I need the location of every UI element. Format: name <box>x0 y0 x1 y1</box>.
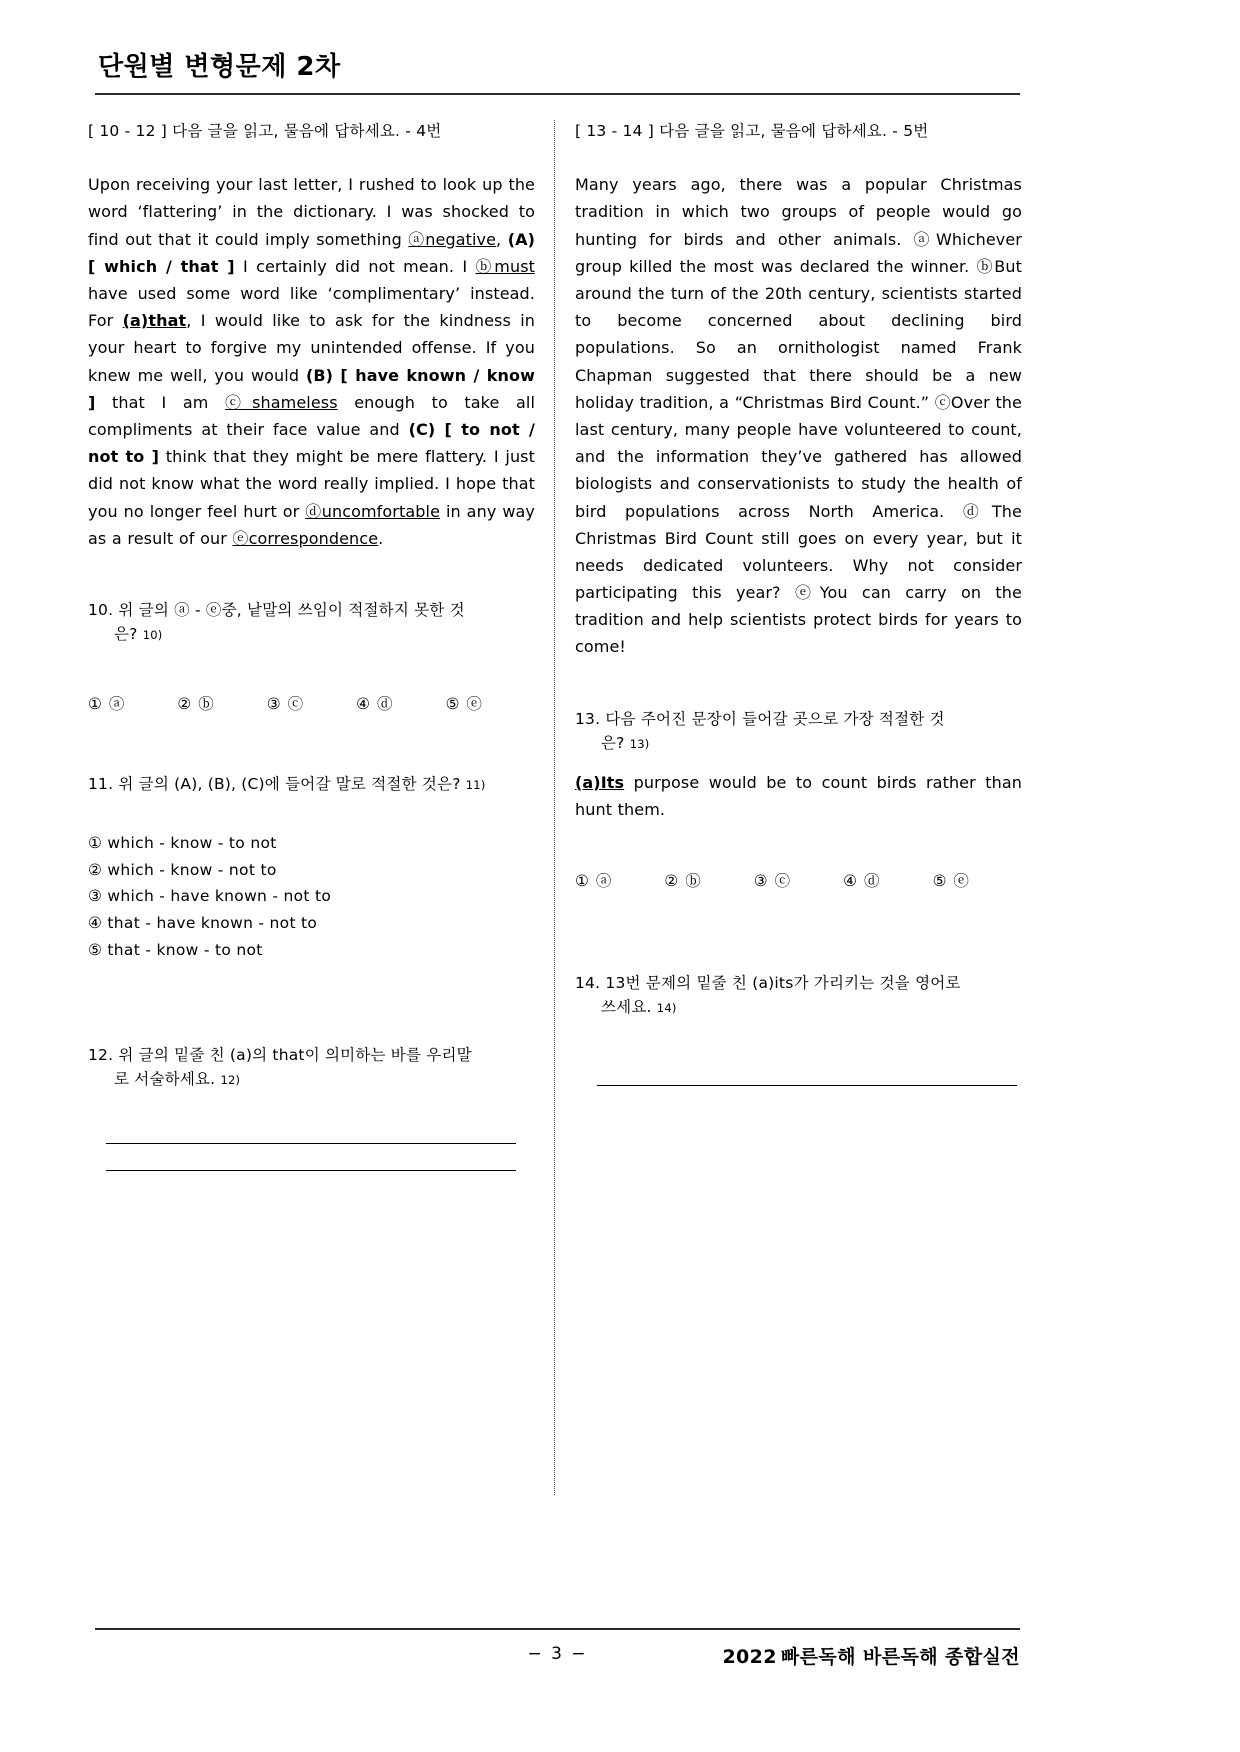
question-14-answer-lines[interactable] <box>575 1059 1022 1086</box>
book-title <box>722 1642 1020 1669</box>
question-14-line2: 쓰세요. <box>601 998 652 1017</box>
choice-option[interactable]: ④ that - have known - not to <box>88 913 318 932</box>
passage-segment: . <box>378 528 384 548</box>
passage-bold-segment: (B) [ have known / know ] <box>88 365 535 412</box>
choice-option[interactable]: ① ⓐ <box>88 694 126 713</box>
question-13-choices <box>575 869 1022 891</box>
choice-option[interactable]: ⑤ that - know - to not <box>88 940 263 959</box>
choice-option[interactable]: ③ which - have known - not to <box>88 887 332 906</box>
passage-underlined-segment: ⓔcorrespondence <box>232 528 379 548</box>
question-13-line2-wrap <box>575 731 1022 755</box>
passage-segment: think that they might be mere flattery. I just did not know what the word really implied. I hope that you no longer feel hurt or <box>88 447 535 521</box>
question-14-ref: 14) <box>656 1001 677 1016</box>
question-13 <box>575 707 1022 755</box>
choice-option[interactable]: ② which - know - not to <box>88 860 277 879</box>
choice-option[interactable]: ① which - know - to not <box>88 833 277 852</box>
question-14-line2-wrap <box>575 995 1022 1019</box>
choice-option[interactable]: ⑤ ⓔ <box>932 872 970 891</box>
page-header <box>95 52 1020 95</box>
book-name: 빠른독해 바른독해 종합실전 <box>780 1646 1020 1668</box>
question-13-given-sentence <box>575 769 1022 823</box>
passage-segment: enough to take all compliments at their face value and <box>88 392 535 439</box>
choice-option[interactable]: ④ ⓓ <box>356 694 394 713</box>
question-14-line1: 14. 13번 문제의 밑줄 친 (a)its가 가리키는 것을 영어로 <box>575 974 961 993</box>
given-sentence-rest: purpose would be to count birds rather than hunt them. <box>575 772 1022 819</box>
book-year: 2022 <box>722 1646 777 1668</box>
column-divider <box>554 120 555 1495</box>
passage-underlined-segment: ⓐnegative <box>408 229 497 249</box>
question-13-line1: 13. 다음 주어진 문장이 들어갈 곳으로 가장 적절한 것 <box>575 709 945 728</box>
right-passage-text <box>575 171 1022 660</box>
choice-option[interactable]: ① ⓐ <box>575 872 613 891</box>
choice-option[interactable]: ⑤ ⓔ <box>445 694 483 713</box>
passage-bold-segment: (C) [ to not / not to ] <box>88 419 535 467</box>
question-12-line2-wrap <box>88 1067 535 1091</box>
question-10-line2-wrap <box>88 622 535 646</box>
choice-option[interactable]: ② ⓑ <box>664 872 702 891</box>
question-12 <box>88 1043 535 1091</box>
answer-write-line[interactable] <box>106 1144 516 1171</box>
question-11-ref: 11) <box>465 777 486 792</box>
choice-option[interactable]: ④ ⓓ <box>843 872 881 891</box>
question-12-ref: 12) <box>220 1073 241 1088</box>
page-number: − 3 − <box>527 1644 588 1664</box>
question-11-text: 11. 위 글의 (A), (B), (C)에 들어갈 말로 적절한 것은? <box>88 774 461 793</box>
question-12-line1: 12. 위 글의 밑줄 친 (a)의 that이 의미하는 바를 우리말 <box>88 1046 472 1065</box>
answer-write-line[interactable] <box>597 1059 1017 1086</box>
left-passage-text <box>88 171 535 552</box>
passage-segment: , I would like to ask for the kindness in your heart to forgive my unintended offense. If you knew me well, you would <box>88 311 535 385</box>
passage-bold-segment: (A) [ which / that ] <box>88 229 535 276</box>
passage-segment: Upon receiving your last letter, I rushed to look up the word ‘flattering’ in the dictionary. I was shocked to find out that it could imply something <box>88 175 535 249</box>
passage-segment: that I am <box>95 392 225 412</box>
header-divider-rule <box>95 93 1020 95</box>
passage-segment: , <box>496 229 508 249</box>
page-title: 단원별 변형문제 2차 <box>98 52 341 82</box>
question-10-choices <box>88 692 535 714</box>
right-column <box>575 120 1022 1086</box>
two-column-body <box>88 120 1028 1470</box>
left-set-header: [ 10 - 12 ] 다음 글을 읽고, 물음에 답하세요. - 4번 <box>88 122 442 140</box>
passage-segment: in any way as a result of our <box>88 501 535 548</box>
question-11 <box>88 772 535 796</box>
passage-segment: I certainly did not mean. I <box>234 256 476 276</box>
question-13-line2: 은? <box>601 733 625 752</box>
question-10-ref: 10) <box>142 627 163 642</box>
given-sentence-keyword: (a)Its <box>575 772 625 792</box>
answer-write-line[interactable] <box>106 1117 516 1144</box>
question-14 <box>575 971 1022 1019</box>
passage-bold-underlined-segment: (a)that <box>122 311 187 331</box>
choice-option[interactable]: ③ ⓒ <box>753 872 792 891</box>
question-12-answer-lines[interactable] <box>88 1117 535 1171</box>
question-10-line1: 10. 위 글의 ⓐ - ⓔ중, 낱말의 쓰임이 적절하지 못한 것 <box>88 600 465 619</box>
right-set-header: [ 13 - 14 ] 다음 글을 읽고, 물음에 답하세요. - 5번 <box>575 122 929 140</box>
choice-option[interactable]: ③ ⓒ <box>266 694 305 713</box>
passage-segment: Many years ago, there was a popular Christmas tradition in which two groups of people would go hunting for birds and other animals. ⓐWhichever group killed the most was declared the winner. ⓑBut around the turn of the 20th century, scientists started to become concerned about declining bird populations. So an ornithologist named Frank Chapman suggested that there should be a new holiday tradition, a “Christmas Bird Count.” ⓒOver the last century, many people have volunteered to count, and the information they’ve gathered has allowed biologists and conservationists to study the health of bird populations across North America. ⓓThe Christmas Bird Count still goes on every year, but it needs dedicated volunteers. Why not consider participating this year? ⓔYou can carry on the tradition and help scientists protect birds for years to come! <box>575 175 1022 657</box>
passage-underlined-segment: ⓓuncomfortable <box>305 501 441 521</box>
question-10 <box>88 598 535 646</box>
choice-option[interactable]: ② ⓑ <box>177 694 215 713</box>
passage-underlined-segment: ⓒshameless <box>224 392 338 412</box>
passage-segment: have used some word like ‘complimentary’ instead. For <box>88 284 535 331</box>
question-13-ref: 13) <box>629 736 650 751</box>
page-footer <box>95 1628 1020 1680</box>
question-11-choices <box>88 830 535 963</box>
passage-underlined-segment: ⓑmust <box>475 256 536 276</box>
left-column <box>88 120 535 1171</box>
question-12-line2: 로 서술하세요. <box>114 1070 216 1089</box>
question-10-line2: 은? <box>114 624 138 643</box>
